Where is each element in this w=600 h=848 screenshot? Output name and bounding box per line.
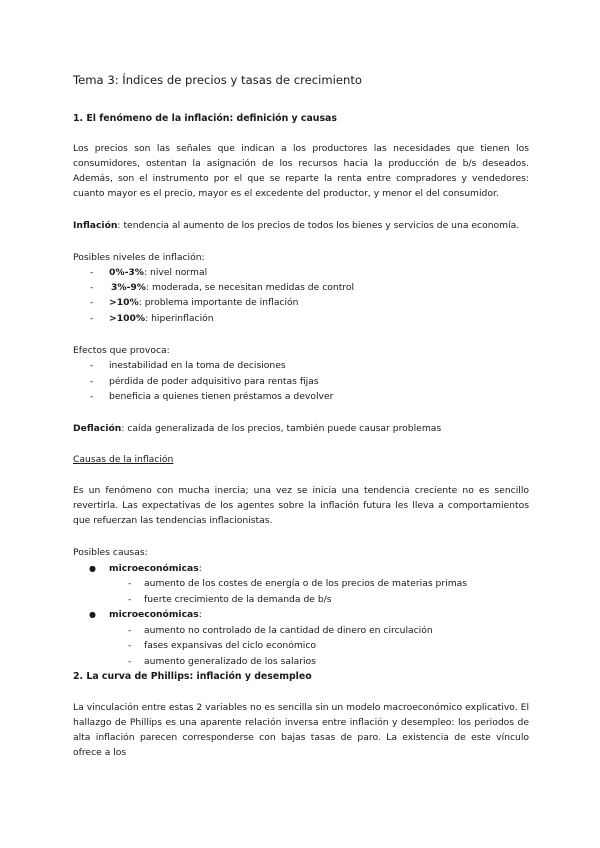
dash-marker: - [128,578,132,589]
colon: : [198,563,202,574]
dash-marker: - [90,267,94,278]
causes-heading-text: Causas de la inflación [73,454,174,465]
intro-paragraph: Los precios son las señales que indican a los productores las necesidades que tienen los consumidores, ostentan la asignación de los recursos hacia la producción de b/s deseados. Además, son el instrumento por el que se reparte la renta entre compradores y vendedores: cuanto mayor es el precio, mayor es el excedente del productor, y menor el del consumidor. [73,143,529,199]
inflation-definition-text: : tendencia al aumento de los precios de todos los bienes y servicios de una economía. [117,220,520,231]
inflation-definition [73,218,519,233]
dash-marker: - [90,282,94,293]
cause-text: aumento generalizado de los salarios [144,656,316,667]
level-range: >100% [109,313,146,324]
bullet-marker: ● [89,610,96,619]
section2-heading: 2. La curva de Phillips: inflación y desempleo [73,671,312,682]
deflation-definition-text: : caída generalizada de los precios, también puede causar problemas [121,423,442,434]
page-title: Tema 3: Índices de precios y tasas de crecimiento [73,73,362,87]
effect-text: beneficia a quienes tienen préstamos a devolver [109,391,334,402]
cause-group-label: microeconómicas [109,609,199,620]
dash-marker: - [90,376,94,387]
effect-text: pérdida de poder adquisitivo para rentas fijas [109,376,319,387]
cause-text: fuerte crecimiento de la demanda de b/s [144,594,332,605]
bullet-marker: ● [89,564,96,573]
dash-marker: - [90,391,94,402]
deflation-term: Deflación [73,423,122,434]
dash-marker: - [90,313,94,324]
level-desc: : problema importante de inflación [138,297,299,308]
levels-heading: Posibles niveles de inflación: [73,252,205,263]
cause-text: aumento no controlado de la cantidad de dinero en circulación [144,625,433,636]
colon: : [198,609,202,620]
dash-marker: - [128,640,132,651]
causes-heading [73,452,173,467]
phillips-paragraph: La vinculación entre estas 2 variables no es sencilla sin un modelo macroeconómico explicativo. El hallazgo de Phillips es una aparente relación inversa entre inflación y desempleo: los periodos de alta inflación parecen corresponderse con bajas tasas de paro. La existencia de este vínculo ofrece a los [73,702,529,758]
inflation-term: Inflación [73,220,118,231]
dash-marker: - [128,656,132,667]
causes-paragraph: Es un fenómeno con mucha inercia; una vez se inicia una tendencia creciente no es sencillo revertirla. Las expectativas de los agentes sobre la inflación futura les lleva a comportamientos que refuerzan las tendencias inflacionistas. [73,485,529,526]
effect-text: inestabilidad en la toma de decisiones [109,360,286,371]
effects-heading: Efectos que provoca: [73,345,170,356]
level-desc: : nivel normal [144,267,208,278]
section1-heading: 1. El fenómeno de la inflación: definición y causas [73,113,337,124]
level-desc: : moderada, se necesitan medidas de control [146,282,355,293]
cause-group-label: microeconómicas [109,563,199,574]
deflation-definition [73,421,441,436]
level-range: 3%-9% [111,282,147,293]
dash-marker: - [128,594,132,605]
cause-text: aumento de los costes de energía o de los precios de materias primas [144,578,468,589]
cause-text: fases expansivas del ciclo económico [144,640,316,651]
level-range: 0%-3% [109,267,145,278]
dash-marker: - [90,360,94,371]
possible-causes-heading: Posibles causas: [73,547,148,558]
dash-marker: - [90,297,94,308]
level-desc: : hiperinflación [145,313,214,324]
level-range: >10% [109,297,139,308]
dash-marker: - [128,625,132,636]
